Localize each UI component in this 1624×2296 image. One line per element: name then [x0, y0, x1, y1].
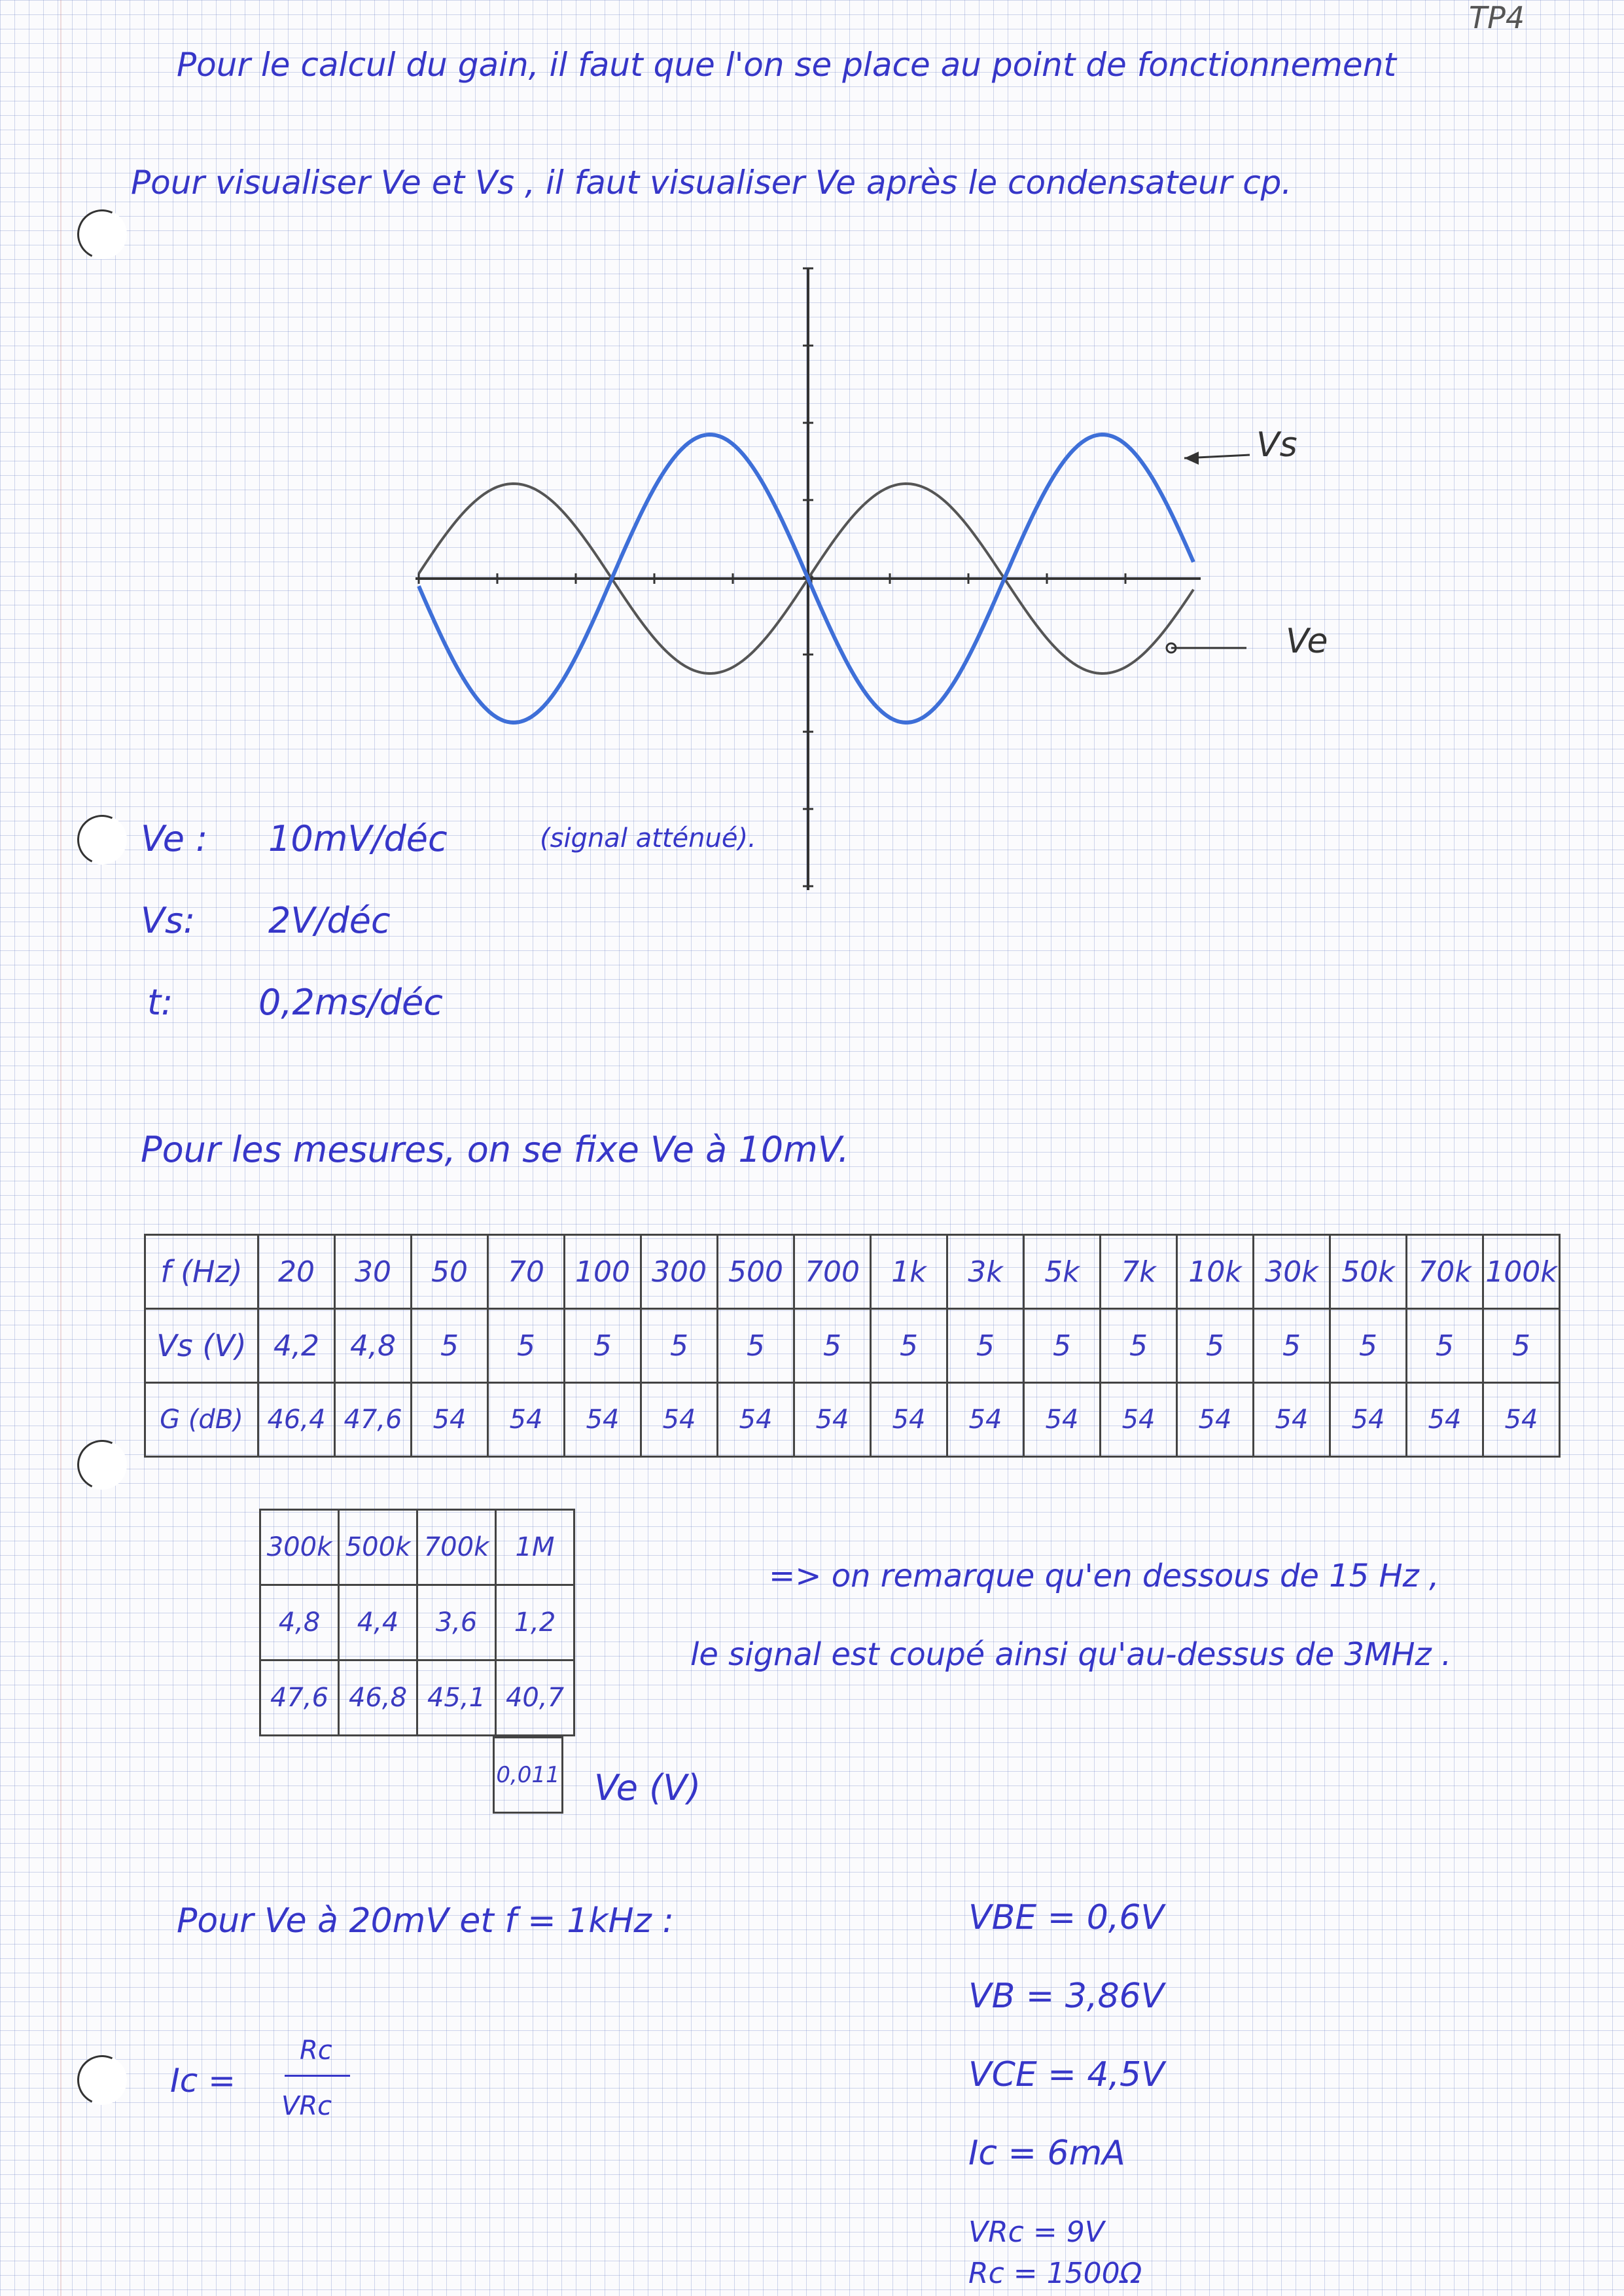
table-cell: 100k [1483, 1235, 1560, 1309]
measures-line: Pour les mesures, on se fixe Ve à 10mV. [141, 1129, 849, 1170]
table-cell: 54 [1483, 1383, 1560, 1457]
note-line-1: Pour le calcul du gain, il faut que l'on se place au point de fonctionnement [177, 46, 1396, 84]
remark-line-2: le signal est coupé ainsi qu'au-dessus de 3MHz . [690, 1636, 1452, 1673]
table-cell: 300k [260, 1510, 339, 1585]
table-cell: 54 [947, 1383, 1024, 1457]
ve-value-cell: 0,011 [494, 1738, 563, 1813]
table-cell: 1,2 [496, 1585, 574, 1660]
table-cell: 40,7 [496, 1660, 574, 1736]
table-cell: 50k [1330, 1235, 1407, 1309]
vs-pointer-arrow [1184, 452, 1199, 465]
vs-curve-label: Vs [1256, 425, 1297, 465]
table-cell: 500k [339, 1510, 417, 1585]
remark-line-1: => on remarque qu'en dessous de 15 Hz , [769, 1558, 1439, 1594]
table-cell: 4,8 [260, 1585, 339, 1660]
tp-number: TP4 [1469, 0, 1525, 35]
table-cell: 5 [718, 1309, 794, 1383]
final-value-item: VBE = 0,6V [968, 1898, 1164, 1937]
scale-vs-value: 2V/déc [268, 900, 391, 941]
table-cell: 54 [1407, 1383, 1483, 1457]
final-value-item: VB = 3,86V [968, 1977, 1165, 2016]
table-cell: 47,6 [335, 1383, 412, 1457]
table-cell: 47,6 [260, 1660, 339, 1736]
table-cell: 70 [488, 1235, 565, 1309]
table-cell: 54 [1254, 1383, 1330, 1457]
scale-ve-note: (signal atténué). [540, 823, 756, 853]
table-cell: 46,4 [258, 1383, 335, 1457]
table-cell: 50 [412, 1235, 488, 1309]
table-cell: 10k [1177, 1235, 1254, 1309]
table-cell: 54 [565, 1383, 641, 1457]
ic-formula-numerator: Rc [300, 2036, 332, 2066]
row-header: f (Hz) [145, 1235, 258, 1309]
table-row [260, 1585, 574, 1660]
table-cell: 54 [794, 1383, 871, 1457]
table-cell: 5 [1024, 1309, 1101, 1383]
measurement-table [144, 1234, 1561, 1458]
ve-unit-label: Ve (V) [594, 1767, 701, 1808]
table-cell: 30 [335, 1235, 412, 1309]
row-header: G (dB) [145, 1383, 258, 1457]
table-cell: 5 [412, 1309, 488, 1383]
table-cell: 5 [641, 1309, 718, 1383]
table-cell: 4,2 [258, 1309, 335, 1383]
final-value-item: Rc = 1500Ω [968, 2257, 1142, 2290]
table-cell: 30k [1254, 1235, 1330, 1309]
table-cell: 500 [718, 1235, 794, 1309]
table-cell: 54 [718, 1383, 794, 1457]
table-cell: 5 [1177, 1309, 1254, 1383]
note-line-2: Pour visualiser Ve et Vs , il faut visualiser Ve après le condensateur cp. [131, 164, 1292, 202]
table-cell: 5 [565, 1309, 641, 1383]
table-cell: 70k [1407, 1235, 1483, 1309]
measurement-table-continued [259, 1509, 575, 1736]
table-cell: 54 [488, 1383, 565, 1457]
scale-t-value: 0,2ms/déc [258, 982, 443, 1023]
table-cell: 3,6 [417, 1585, 496, 1660]
scale-vs-label: Vs: [141, 900, 196, 941]
table-cell: 54 [1101, 1383, 1177, 1457]
scale-ve-value: 10mV/déc [268, 818, 448, 859]
table-cell: 5k [1024, 1235, 1101, 1309]
table-row [260, 1660, 574, 1736]
row-header: Vs (V) [145, 1309, 258, 1383]
scale-t-label: t: [147, 982, 173, 1023]
final-value-item: Ic = 6mA [968, 2134, 1125, 2173]
table-cell: 5 [794, 1309, 871, 1383]
table-cell: 700 [794, 1235, 871, 1309]
table-row [145, 1235, 1560, 1309]
table-row [260, 1510, 574, 1585]
ic-formula-fraction-bar [285, 2075, 350, 2077]
table-cell: 5 [488, 1309, 565, 1383]
table-cell: 46,8 [339, 1660, 417, 1736]
table-cell: 1M [496, 1510, 574, 1585]
table-cell: 300 [641, 1235, 718, 1309]
scale-ve-label: Ve : [141, 818, 208, 859]
table-cell: 54 [871, 1383, 947, 1457]
table-row [145, 1309, 1560, 1383]
final-value-item: VRc = 9V [968, 2215, 1104, 2249]
ve-value-box [493, 1736, 563, 1814]
waveform-graph [0, 0, 1624, 916]
final-intro: Pour Ve à 20mV et f = 1kHz : [177, 1901, 674, 1941]
ic-formula-denominator: VRc [281, 2091, 332, 2121]
table-cell: 4,4 [339, 1585, 417, 1660]
table-row [145, 1383, 1560, 1457]
table-cell: 20 [258, 1235, 335, 1309]
table-cell: 3k [947, 1235, 1024, 1309]
table-cell: 54 [1177, 1383, 1254, 1457]
table-cell: 5 [1483, 1309, 1560, 1383]
table-cell: 54 [412, 1383, 488, 1457]
final-value-item: VCE = 4,5V [968, 2055, 1165, 2094]
table-cell: 54 [641, 1383, 718, 1457]
table-cell: 54 [1330, 1383, 1407, 1457]
table-cell: 5 [947, 1309, 1024, 1383]
table-cell: 5 [1101, 1309, 1177, 1383]
table-cell: 5 [1254, 1309, 1330, 1383]
table-cell: 4,8 [335, 1309, 412, 1383]
table-cell: 5 [1407, 1309, 1483, 1383]
ve-curve-label: Ve [1286, 622, 1328, 661]
table-cell: 700k [417, 1510, 496, 1585]
table-cell: 5 [1330, 1309, 1407, 1383]
table-cell: 45,1 [417, 1660, 496, 1736]
table-cell: 54 [1024, 1383, 1101, 1457]
ic-formula-label: Ic = [170, 2062, 236, 2100]
table-cell: 1k [871, 1235, 947, 1309]
table-cell: 100 [565, 1235, 641, 1309]
table-cell: 7k [1101, 1235, 1177, 1309]
table-cell: 5 [871, 1309, 947, 1383]
